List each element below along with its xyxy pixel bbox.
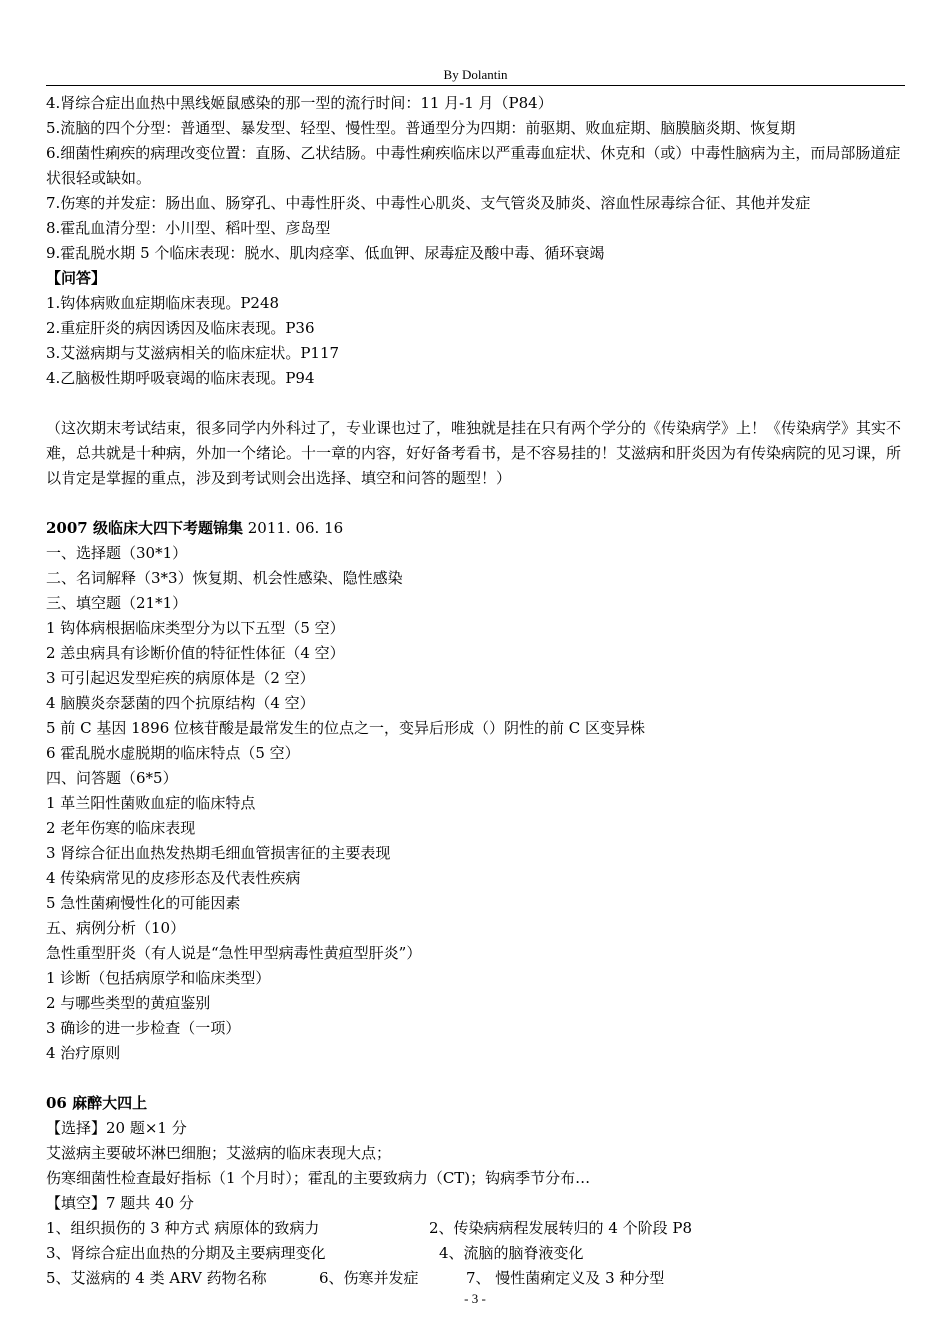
text-line: 1 诊断（包括病原学和临床类型）: [46, 969, 271, 987]
fill-item: 3、肾综合症出血热的分期及主要病理变化: [46, 1244, 326, 1262]
fill-item: 5、艾滋病的 4 类 ARV 药物名称: [46, 1269, 267, 1287]
text-line: 5 急性菌痢慢性化的可能因素: [46, 894, 241, 912]
fill-item: 2、传染病病程发展转归的 4 个阶段 P8: [429, 1219, 693, 1237]
text-line: 8.霍乱血清分型：小川型、稻叶型、彦岛型: [46, 219, 331, 237]
page-number: - 3 -: [464, 1291, 486, 1306]
text-line: 4 传染病常见的皮疹形态及代表性疾病: [46, 869, 301, 887]
fill-item: 6、伤寒并发症: [319, 1269, 419, 1287]
qa-item: 3.艾滋病期与艾滋病相关的临床症状。P117: [46, 344, 340, 362]
text-line: 5.流脑的四个分型：普通型、暴发型、轻型、慢性型。普通型分为四期：前驱期、败血症期、脑膜脑炎期、恢复期: [46, 119, 796, 137]
fill-heading: 【填空】7 题共 40 分: [46, 1194, 194, 1212]
fill-item: 1、组织损伤的 3 种方式 病原体的致病力: [46, 1219, 320, 1237]
text-line: 艾滋病主要破坏淋巴细胞；艾滋病的临床表现大点；: [46, 1144, 392, 1162]
text-line: 9.霍乱脱水期 5 个临床表现：脱水、肌肉痉挛、低血钾、尿毒症及酸中毒、循环衰竭: [46, 244, 605, 262]
text-line: 二、名词解释（3*3）恢复期、机会性感染、隐性感染: [46, 569, 403, 587]
text-line: 3 确诊的进一步检查（一项）: [46, 1019, 241, 1037]
section-06-anesthesia: [46, 1091, 908, 1291]
section-2007-clinical: [46, 516, 908, 1066]
fill-row: [46, 1241, 908, 1266]
text-line: 6 霍乱脱水虚脱期的临床特点（5 空）: [46, 744, 300, 762]
text-line: 一、选择题（30*1）: [46, 544, 188, 562]
text-line: 三、填空题（21*1）: [46, 594, 188, 612]
header-rule: [46, 85, 905, 86]
text-line: 2 恙虫病具有诊断价值的特征性体征（4 空）: [46, 644, 345, 662]
text-line: 急性重型肝炎（有人说是“急性甲型病毒性黄疸型肝炎”）: [46, 944, 422, 962]
text-line: 2 老年伤寒的临床表现: [46, 819, 196, 837]
text-line: 五、病例分析（10）: [46, 919, 186, 937]
section-title-line: [46, 516, 908, 541]
spacer: [46, 1066, 908, 1091]
text-line: 4 脑膜炎奈瑟菌的四个抗原结构（4 空）: [46, 694, 315, 712]
text-line: 7.伤寒的并发症：肠出血、肠穿孔、中毒性肝炎、中毒性心肌炎、支气管炎及肺炎、溶血性尿毒综合征、其他并发症: [46, 194, 811, 212]
spacer: [46, 391, 908, 416]
qa-item: 2.重症肝炎的病因诱因及临床表现。P36: [46, 319, 315, 337]
document-body: [46, 91, 908, 1291]
text-line: 5 前 C 基因 1896 位核苷酸是最常发生的位点之一，变异后形成（）阴性的前 C 区变异株: [46, 719, 646, 737]
text-line: 伤寒细菌性检查最好指标（1 个月时）；霍乱的主要致病力（CT)；钩病季节分布…: [46, 1169, 591, 1187]
fill-row: [46, 1216, 908, 1241]
section-date: 2011. 06. 16: [242, 519, 344, 537]
section-title: 2007 级临床大四下考题锦集: [46, 519, 243, 537]
exam-note: （这次期末考试结束，很多同学内外科过了，专业课也过了，唯独就是挂在只有两个学分的《传染病学》上！《传染病学》其实不难，总共就是十种病，外加一个绪论。十一章的内容，好好备考看书，是不容易挂的！艾滋病和肝炎因为有传染病院的见习课，所以肯定是掌握的重点，涉及到考试则会出选择、填空和问答的题型！）: [46, 419, 902, 487]
fill-item: 4、流脑的脑脊液变化: [439, 1244, 584, 1262]
qa-item: 1.钩体病败血症期临床表现。P248: [46, 294, 280, 312]
text-line: 3 可引起迟发型疟疾的病原体是（2 空）: [46, 669, 315, 687]
choice-heading: 【选择】20 题×1 分: [46, 1119, 187, 1137]
qa-item: 4.乙脑极性期呼吸衰竭的临床表现。P94: [46, 369, 315, 387]
section-previous-exam: [46, 91, 908, 491]
text-line: 1 革兰阳性菌败血症的临床特点: [46, 794, 256, 812]
fill-row: [46, 1266, 908, 1291]
qa-heading: 【问答】: [46, 269, 107, 287]
text-line: 1 钩体病根据临床类型分为以下五型（5 空）: [46, 619, 345, 637]
fill-item: 7、 慢性菌痢定义及 3 种分型: [466, 1269, 665, 1287]
text-line: 3 肾综合征出血热发热期毛细血管损害征的主要表现: [46, 844, 391, 862]
spacer: [46, 491, 908, 516]
text-line: 四、问答题（6*5）: [46, 769, 178, 787]
text-line: 6.细菌性痢疾的病理改变位置：直肠、乙状结肠。中毒性痢疾临床以严重毒血症状、休克和（或）中毒性脑病为主，而局部肠道症状很轻或缺如。: [46, 144, 901, 187]
text-line: 2 与哪些类型的黄疸鉴别: [46, 994, 211, 1012]
section-title: 06 麻醉大四上: [46, 1094, 148, 1112]
text-line: 4 治疗原则: [46, 1044, 121, 1062]
page-header: By Dolantin: [443, 67, 508, 82]
text-line: 4.肾综合症出血热中黑线姬鼠感染的那一型的流行时间：11 月-1 月（P84）: [46, 94, 553, 112]
